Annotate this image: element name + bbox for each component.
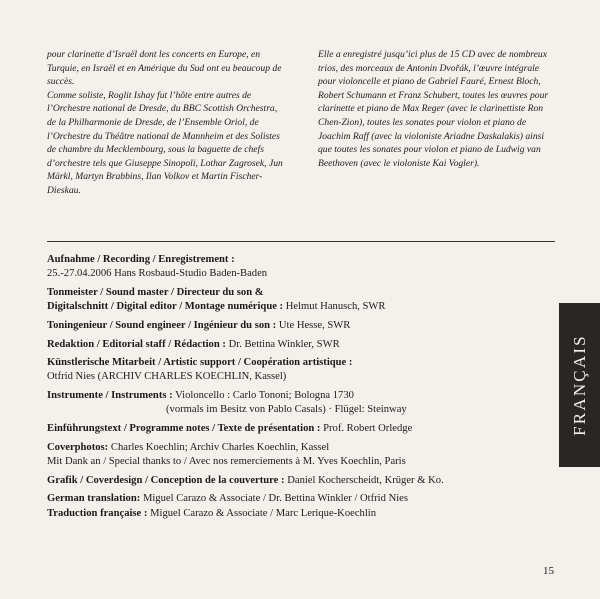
credit-value: Dr. Bettina Winkler, SWR bbox=[228, 338, 340, 350]
credit-photos bbox=[47, 441, 547, 469]
credit-value: Miguel Carazo & Associate / Dr. Bettina Winkler / Otfrid Nies bbox=[142, 493, 408, 505]
credit-label: German translation: bbox=[47, 493, 141, 505]
credit-artistic bbox=[47, 356, 547, 384]
credit-value: Miguel Carazo & Associate / Marc Lerique-Koechlin bbox=[150, 507, 377, 519]
language-tab bbox=[559, 303, 600, 467]
credit-value: Helmut Hanusch, SWR bbox=[285, 301, 386, 313]
divider bbox=[47, 241, 555, 242]
paragraph: pour clarinette d’Israël dont les concerts en Europe, en Turquie, en Israël et en Amérique du Sud ont eu beaucoup de succès. bbox=[47, 49, 282, 88]
credit-instruments bbox=[47, 389, 547, 417]
right-text-column bbox=[318, 48, 556, 170]
paragraph: Comme soliste, Roglit Ishay fut l’hôte entre autres de l’Orchestre national de Dresde, du BBC Scottish Orchestra, de la Philharmonie de Dresde, de l’Ensemble Oriol, de l’Orchestre du Théâtre national de Mannheim et des Solistes de chambre du Mecklembourg, sous la baguette de chefs d’orchestre tels que Giuseppe Sinopoli, Lothar Zagrosek, Jun Märkl, Martyn Brabbins, Ilan Volkov et Martin Fischer-Dieskau. bbox=[47, 89, 283, 196]
credit-translations bbox=[47, 492, 547, 520]
credit-label: Redaktion / Editorial staff / Rédaction : bbox=[47, 338, 226, 350]
credit-value: Prof. Robert Orledge bbox=[323, 423, 413, 435]
credit-value: 25.-27.04.2006 Hans Rosbaud-Studio Baden-Baden bbox=[47, 268, 268, 280]
credit-value: (vormals im Besitz von Pablo Casals) · Flügel: Steinway bbox=[166, 404, 407, 416]
credit-label: Aufnahme / Recording / Enregistrement : bbox=[47, 254, 235, 265]
credit-label: Toningenieur / Sound engineer / Ingénieur du son : bbox=[47, 319, 277, 331]
credit-value: Charles Koechlin; Archiv Charles Koechlin, Kassel bbox=[110, 441, 330, 453]
credit-label: Einführungstext / Programme notes / Texte de présentation : bbox=[47, 423, 321, 435]
credit-recording bbox=[47, 253, 547, 281]
credit-design bbox=[47, 474, 547, 488]
left-text-column bbox=[47, 48, 285, 198]
credit-value: Violoncello : Carlo Tononi; Bologna 1730 bbox=[175, 390, 354, 402]
credit-engineer bbox=[47, 319, 547, 333]
credit-value: Ute Hesse, SWR bbox=[278, 319, 351, 331]
credits-block bbox=[47, 253, 547, 521]
credit-label: Tonmeister / Sound master / Directeur du son & bbox=[47, 286, 264, 298]
credit-label: Künstlerische Mitarbeit / Artistic support / Coopération artistique : bbox=[47, 357, 353, 369]
credit-value: Daniel Kocherscheidt, Krüger & Ko. bbox=[287, 474, 444, 486]
credit-sound-master bbox=[47, 286, 547, 314]
language-tab-label: FRANÇAIS bbox=[569, 334, 589, 436]
page-number: 15 bbox=[543, 565, 554, 577]
credit-editorial bbox=[47, 338, 547, 352]
credit-label: Grafik / Coverdesign / Conception de la couverture : bbox=[47, 474, 285, 486]
paragraph: Elle a enregistré jusqu’ici plus de 15 CD avec de nombreux trios, des morceaux de Antonin Dvořák, l’œuvre intégrale pour violoncelle et piano de Gabriel Fauré, Ernest Bloch, Robert Schumann et Franz Schubert, toutes les œuvres pour clarinette et piano de Max Reger (avec le clarinettiste Ron Chen-Zion), toutes les sonates pour violon et piano de Joachim Raff (avec la violoniste Ariadne Daskalakis) ainsi que toutes les sonates pour violon et piano de Ludwig van Beethoven (avec le violoniste Kai Vogler). bbox=[318, 49, 549, 169]
credit-notes bbox=[47, 422, 547, 436]
credit-label: Digitalschnitt / Digital editor / Montage numérique : bbox=[47, 301, 284, 313]
credit-value: Otfrid Nies (ARCHIV CHARLES KOECHLIN, Kassel) bbox=[47, 371, 287, 383]
credit-label: Coverphotos: bbox=[47, 441, 109, 453]
credit-label: Instrumente / Instruments : bbox=[47, 390, 173, 402]
credit-value: Mit Dank an / Special thanks to / Avec nos remerciements à M. Yves Koechlin, Paris bbox=[47, 455, 406, 467]
credit-label: Traduction française : bbox=[47, 507, 148, 519]
